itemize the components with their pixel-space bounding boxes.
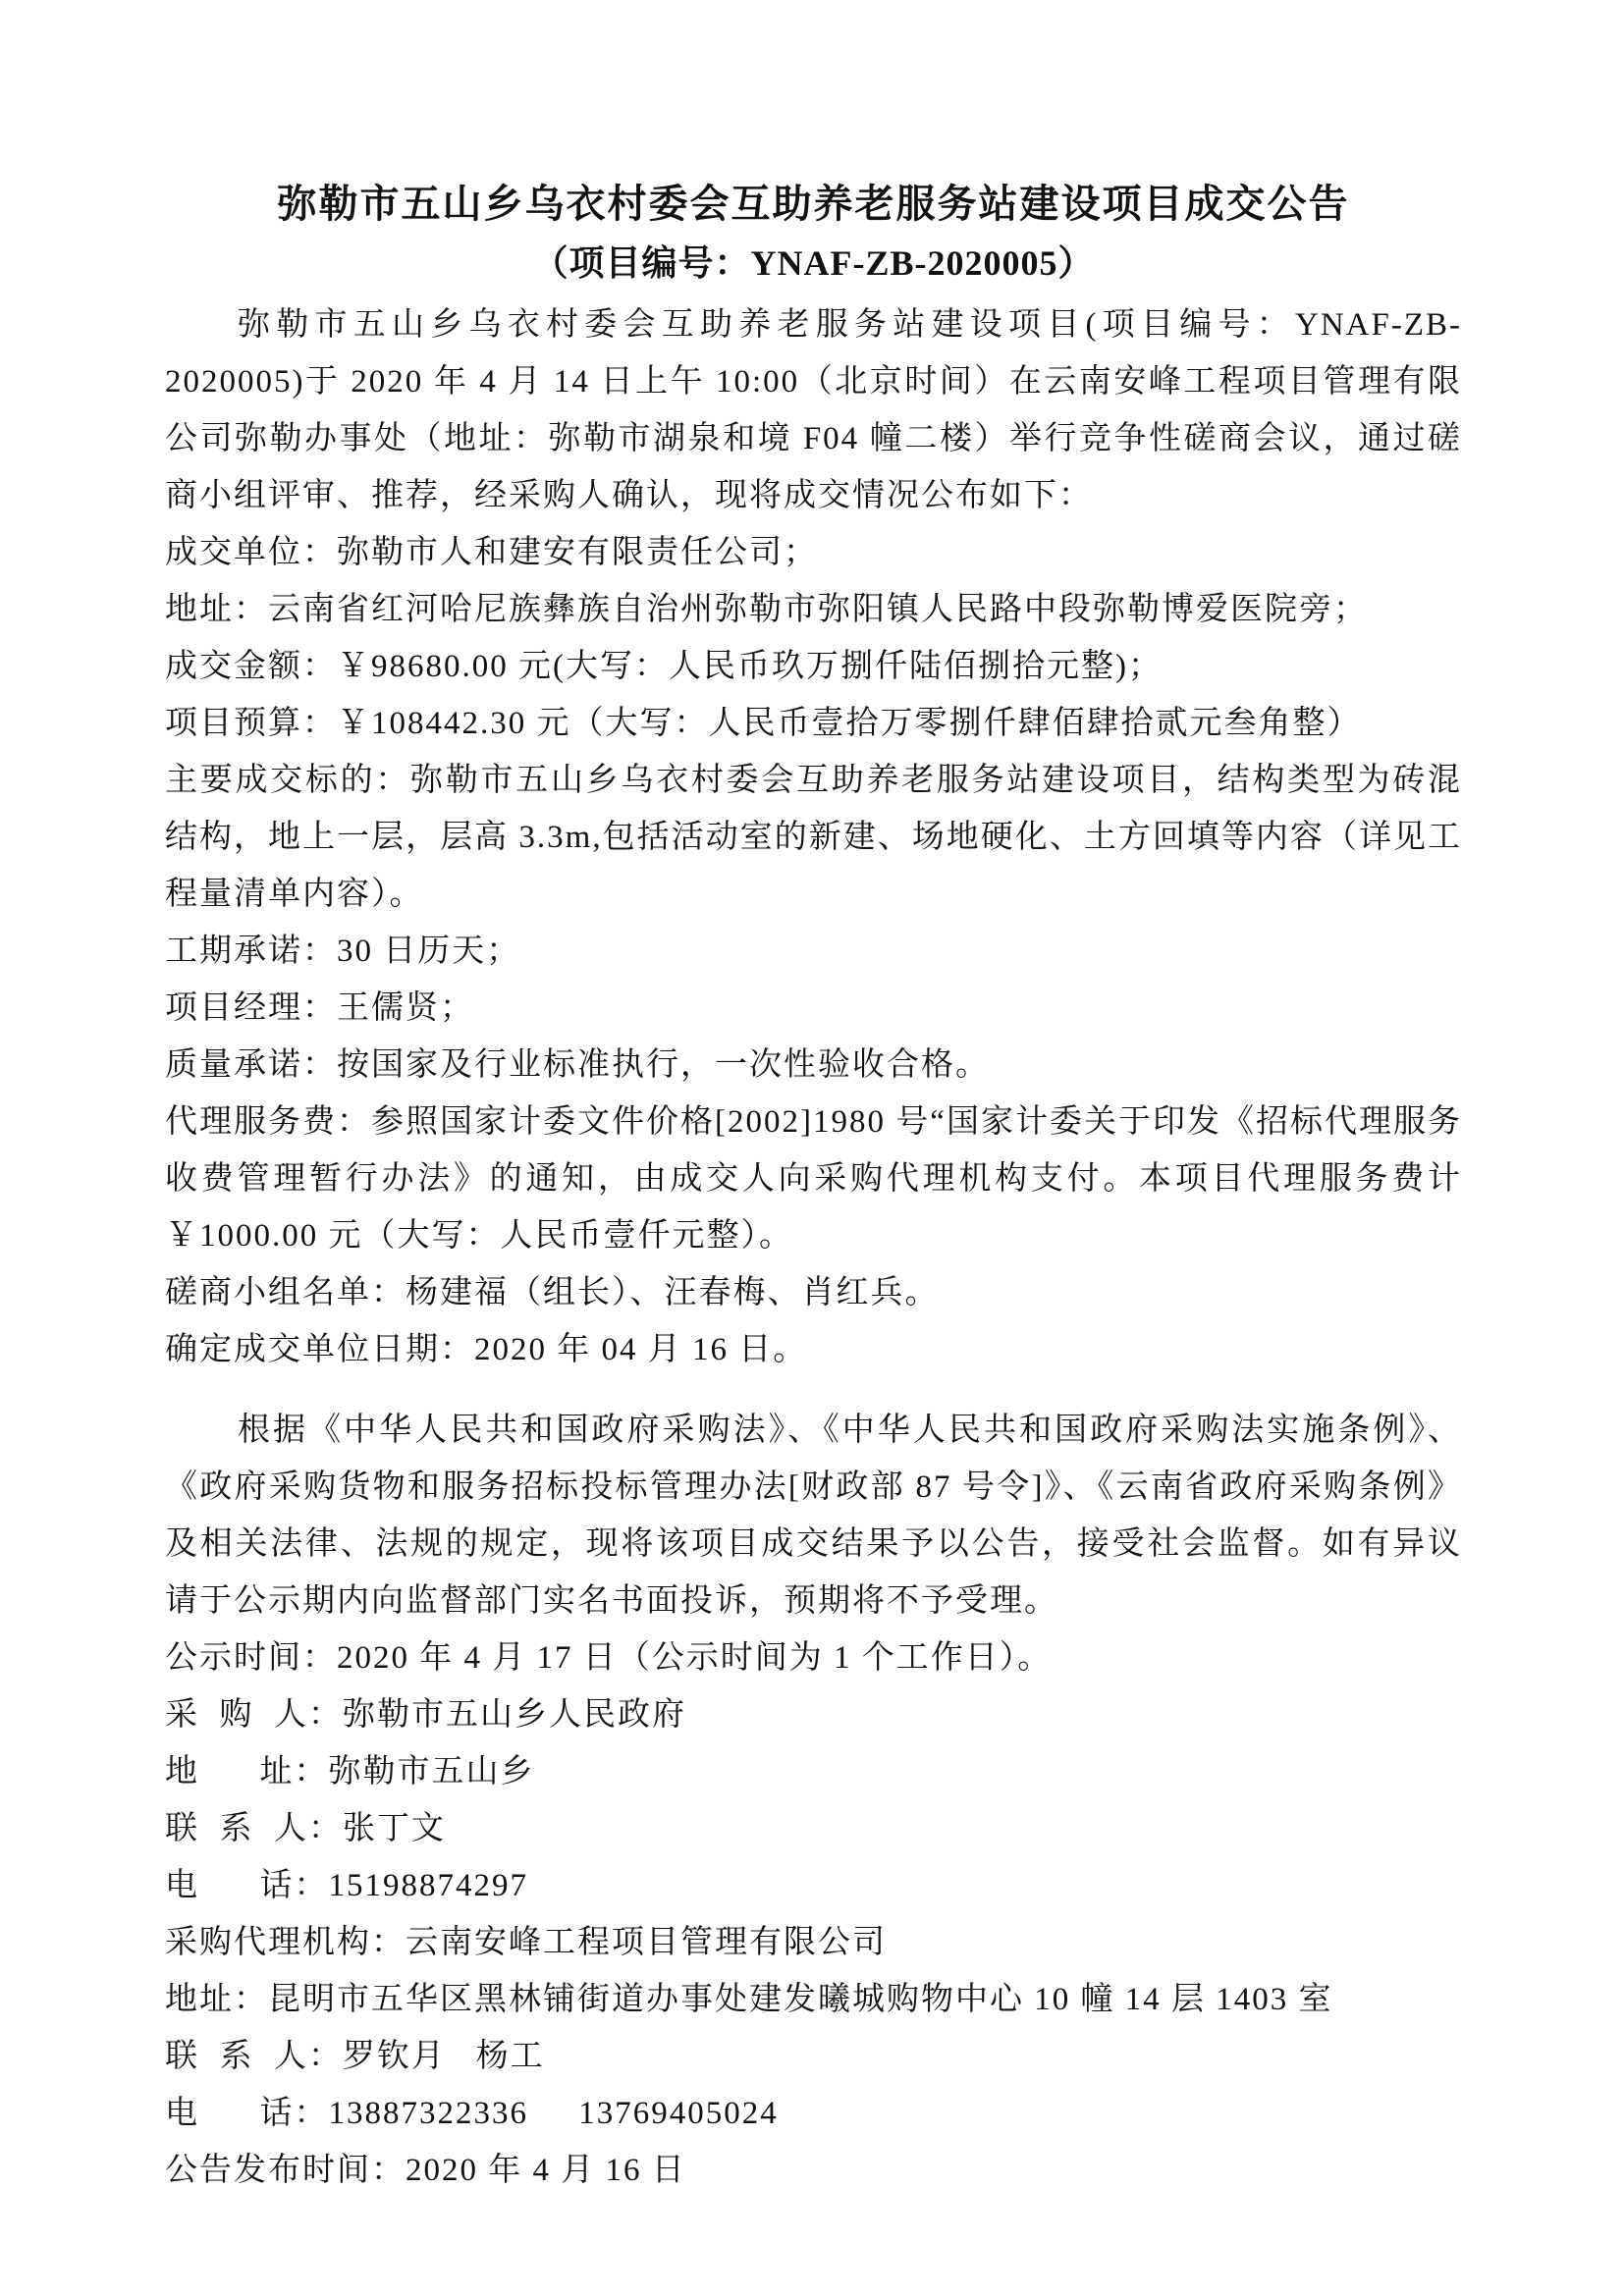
legal-basis-paragraph: 根据《中华人民共和国政府采购法》、《中华人民共和国政府采购法实施条例》、《政府采购货物和服务招标投标管理办法[财政部 87 号令]》、《云南省政府采购条例》及相关法律、法规的规定，现将该项目成交结果予以公告，接受社会监督。如有异议请于公示期内向监督部门实名书面投诉，预期将不予受理。 [165, 1413, 1462, 1619]
page-title: 弥勒市五山乡乌衣村委会互助养老服务站建设项目成交公告 [277, 182, 1350, 226]
publish-date-line: 公告发布时间：2020 年 4 月 16 日 [165, 2153, 686, 2188]
result-project-budget: 项目预算：￥108442.30 元（大写：人民币壹拾万零捌仟肆佰肆拾贰元叁角整） [165, 706, 1362, 741]
result-agency-fee: 代理服务费：参照国家计委文件价格[2002]1980 号“国家计委关于印发《招标代理服务收费管理暂行办法》的通知，由成交人向采购代理机构支付。本项目代理服务费计￥1000.00 元（大写：人民币壹仟元整）。 [165, 1104, 1462, 1254]
result-winner-address: 地址：云南省红河哈尼族彝族自治州弥勒市弥阳镇人民路中段弥勒博爱医院旁； [165, 592, 1368, 627]
buyer-address-line: 地 址：弥勒市五山乡 [165, 1754, 535, 1789]
buyer-phone-line: 电 话：15198874297 [165, 1868, 528, 1903]
project-number: （项目编号：YNAF-ZB-2020005） [532, 243, 1095, 283]
agency-phone-line: 电 话：13887322336 13769405024 [165, 2096, 779, 2131]
publicity-period-line: 公示时间：2020 年 4 月 17 日（公示时间为 1 个工作日）。 [165, 1640, 1053, 1676]
agency-address-line: 地址：昆明市五华区黑林铺街道办事处建发曦城购物中心 10 幢 14 层 1403 室 [165, 1982, 1333, 2017]
agency-contact-line: 联 系 人：罗钦月 杨工 [165, 2039, 545, 2074]
intro-paragraph: 弥勒市五山乡乌衣村委会互助养老服务站建设项目(项目编号：YNAF-ZB-2020005)于 2020 年 4 月 14 日上午 10:00（北京时间）在云南安峰工程项目管理有限公司弥勒办事处（地址：弥勒市湖泉和境 F04 幢二楼）举行竞争性磋商会议，通过磋商小组评审、推荐，经采购人确认，现将成交情况公布如下： [165, 307, 1462, 513]
result-duration-commitment: 工期承诺：30 日历天； [165, 934, 521, 969]
result-deal-amount: 成交金额：￥98680.00 元(大写：人民币玖万捌仟陆佰捌拾元整)； [165, 649, 1163, 684]
result-quality-commitment: 质量承诺：按国家及行业标准执行，一次性验收合格。 [165, 1047, 990, 1083]
agency-name-line: 采购代理机构：云南安峰工程项目管理有限公司 [165, 1925, 887, 1960]
result-deal-winner: 成交单位：弥勒市人和建安有限责任公司； [165, 535, 818, 570]
result-project-manager: 项目经理：王儒贤； [165, 990, 474, 1026]
result-main-subject: 主要成交标的：弥勒市五山乡乌衣村委会互助养老服务站建设项目，结构类型为砖混结构，地上一层，层高 3.3m,包括活动室的新建、场地硬化、土方回填等内容（详见工程量清单内容）。 [165, 763, 1462, 912]
result-confirm-date: 确定成交单位日期：2020 年 04 月 16 日。 [165, 1332, 808, 1367]
buyer-name-line: 采 购 人：弥勒市五山乡人民政府 [165, 1697, 686, 1733]
result-panel-members: 磋商小组名单：杨建福（组长）、汪春梅、肖红兵。 [165, 1275, 940, 1310]
buyer-contact-line: 联 系 人：张丁文 [165, 1811, 446, 1846]
